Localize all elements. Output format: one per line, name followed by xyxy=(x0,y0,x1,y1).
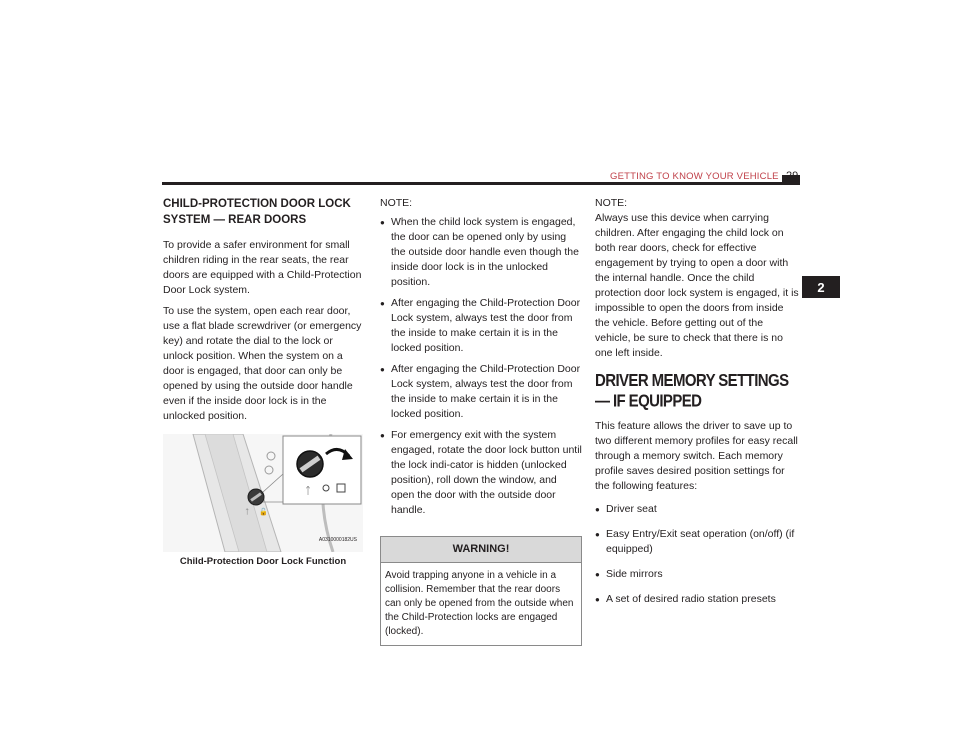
list-item: ● Easy Entry/Exit seat operation (on/off) (if equipped) xyxy=(595,527,800,557)
child-lock-figure xyxy=(163,434,363,552)
chapter-tab[interactable]: 2 xyxy=(802,276,840,298)
figure-code: A0310000182US xyxy=(318,537,357,543)
warning-title: WARNING! xyxy=(381,537,581,563)
page-number: 29 xyxy=(786,170,799,182)
list-item: ● When the child lock system is engaged, the door can be opened only by using the outside door handle even though the inside door lock is in the unlocked position. xyxy=(380,215,582,290)
column-right xyxy=(595,196,800,613)
list-item: ● Side mirrors xyxy=(595,567,800,582)
child-lock-title-line2: SYSTEM — REAR DOORS xyxy=(163,214,307,226)
note-label: NOTE: xyxy=(380,197,413,209)
memory-features xyxy=(595,502,800,607)
running-header: GETTING TO KNOW YOUR VEHICLE xyxy=(610,171,779,182)
list-item: ● After engaging the Child-Protection Door Lock system, always test the door from the inside to make certain it is in the locked position. xyxy=(380,296,582,356)
warning-box xyxy=(380,536,582,646)
list-item: ● A set of desired radio station presets xyxy=(595,592,800,607)
list-item: ● Driver seat xyxy=(595,502,800,517)
svg-text:ᛏ: ᛏ xyxy=(245,508,250,516)
column-left xyxy=(163,196,366,569)
figure-caption: Child-Protection Door Lock Function xyxy=(179,556,347,567)
child-lock-title-line1: CHILD-PROTECTION DOOR LOCK xyxy=(163,198,351,210)
warning-text: Avoid trapping anyone in a vehicle in a collision. Remember that the rear doors can only be opened from the outside when the Child-Protection locks are engaged (locked). xyxy=(385,570,574,637)
note-text: Always use this device when carrying children. After engaging the child lock on both rear doors, check for effective engagement by trying to open a door with the internal handle. Once the child protection door lock system is engaged, it is impossible to open the doors from inside the vehicle. Before getting out of the vehicle, be sure to check that there is no one left inside. xyxy=(595,212,799,359)
list-item: ● After engaging the Child-Protection Door Lock system, always test the door from the inside to make certain it is in the locked position. xyxy=(380,362,582,422)
memory-intro: This feature allows the driver to save up to two different memory profiles for easy recall through a memory switch. Each memory profile saves desired position settings for the following features: xyxy=(595,420,798,492)
child-lock-intro: To provide a safer environment for small children riding in the rear seats, the rear doors are equipped with a Child-Protection Door Lock system. xyxy=(163,239,362,296)
svg-text:ᛏ: ᛏ xyxy=(305,486,311,497)
column-middle xyxy=(380,196,582,646)
svg-text:🔓: 🔓 xyxy=(259,508,268,516)
header-rule xyxy=(162,182,782,185)
list-item: ● For emergency exit with the system engaged, rotate the door lock button until the lock indi-cator is hidden (unlocked position), roll down the window, and open the door with the outside door handle. xyxy=(380,428,582,518)
note-list xyxy=(380,215,582,518)
child-lock-title xyxy=(163,196,366,228)
note-label: NOTE: xyxy=(595,197,628,209)
child-lock-instructions: To use the system, open each rear door, use a flat blade screwdriver (or emergency key) and rotate the dial to the lock or unlock position. When the system on a door is engaged, that door can only be opened by using the outside door handle even if the inside door lock is in the unlocked position. xyxy=(163,305,362,422)
memory-title: DRIVER MEMORY SETTINGS — IF EQUIPPED xyxy=(595,371,789,412)
